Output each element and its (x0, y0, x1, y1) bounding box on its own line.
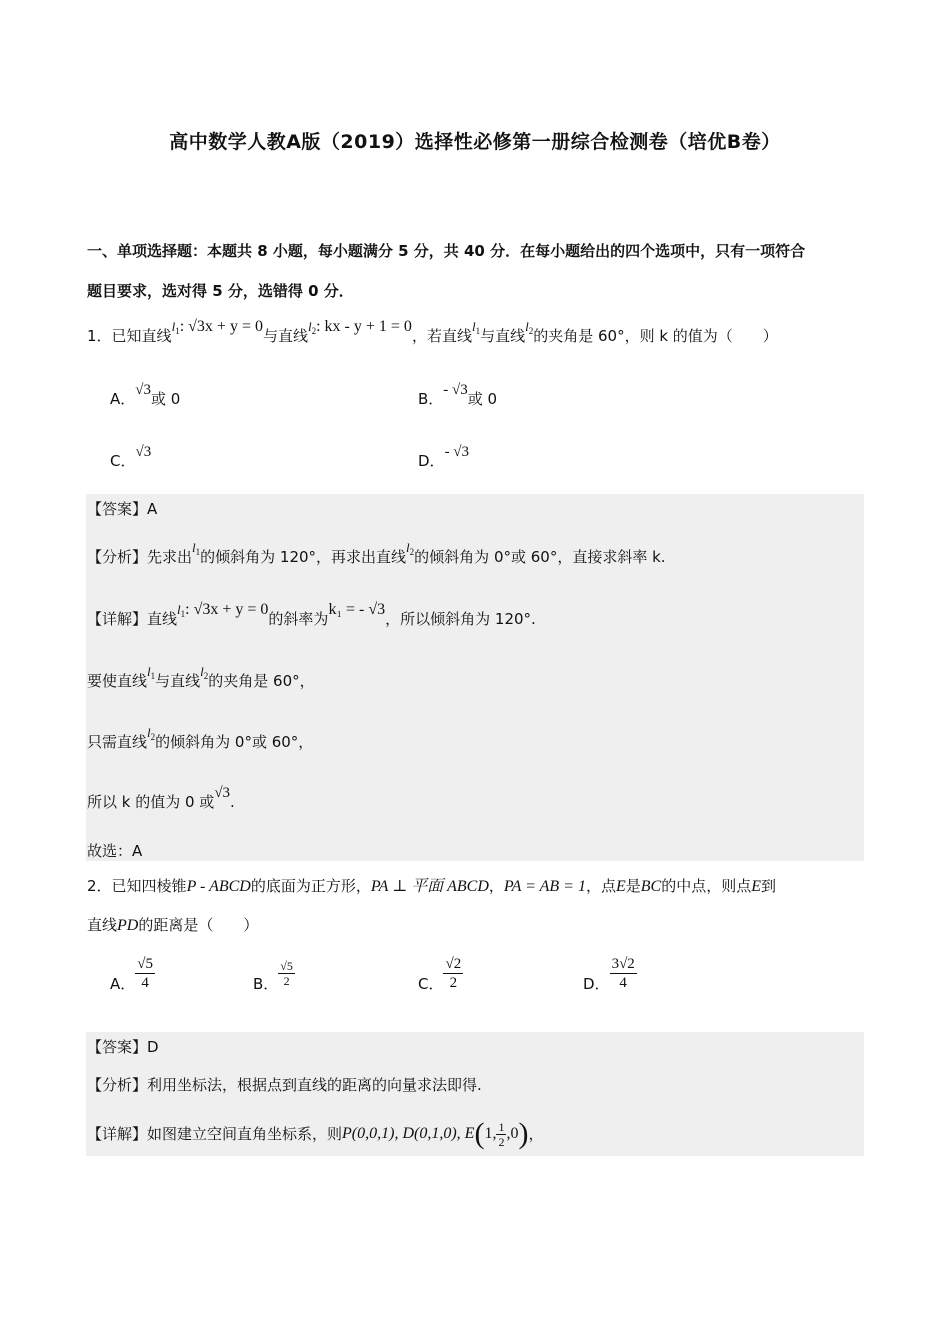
option-label: D． (418, 452, 445, 470)
question-2-stem-line1: 2．已知四棱锥P - ABCD的底面为正方形，PA ⊥ 平面 ABCD，PA = AB = 1，点E是BC的中点，则点E到 (87, 877, 777, 895)
l2-symbol: $l_2$ (200, 664, 209, 681)
length-condition: PA = AB = 1 (503, 878, 586, 895)
option-label: A． (110, 975, 136, 993)
q2-analysis: 【分析】利用坐标法，根据点到直线的距离的向量求法即得. (87, 1076, 482, 1094)
fraction-denominator: 2 (449, 974, 458, 991)
stem-text: ，点 (585, 877, 616, 895)
stem-text: 与直线 (480, 327, 526, 345)
point-e: E (751, 878, 762, 895)
pyramid-symbol: P - ABCD (186, 878, 251, 895)
analysis-text: 的倾斜角为 120°，再求出直线 (200, 548, 407, 566)
option-fraction (278, 959, 295, 988)
question-number: 2． (87, 877, 112, 895)
analysis-text: 【分析】先求出 (87, 548, 193, 566)
option-math: √3 (135, 444, 152, 460)
stem-text: 已知四棱锥 (111, 877, 187, 895)
stem-text: 的中点，则点 (661, 877, 752, 895)
detail-text: 与直线 (155, 672, 201, 690)
option-label: D． (583, 975, 610, 993)
q1-line-a (87, 664, 315, 697)
stem-text: 的底面为正方形， (250, 877, 371, 895)
detail-text: ， (528, 1125, 544, 1143)
option-math: - √3 (444, 444, 470, 460)
l1-equation: : √3x + y = 0 (179, 318, 263, 335)
detail-text: 只需直线 (87, 733, 148, 751)
coordinate-part: 1, (484, 1125, 497, 1142)
question-number: 1． (87, 327, 112, 345)
l2-equation: : kx - y + 1 = 0 (316, 318, 412, 335)
stem-text: 的夹角是 60°，则 k 的值为（ ） (533, 327, 778, 345)
section-heading-line1: 一、单项选择题：本题共 8 小题，每小题满分 5 分，共 40 分．在每小题给出的四个选项中，只有一项符合 (87, 242, 806, 260)
l1-symbol: $l_1$ (471, 319, 481, 336)
l1-equation: : √3x + y = 0 (185, 601, 269, 618)
option-suffix: 或 0 (467, 390, 498, 408)
stem-text: 直线 (87, 916, 118, 934)
point-e: E (615, 878, 626, 895)
sqrt3-value: √3 (214, 785, 231, 801)
q1-line-b (87, 725, 314, 758)
fraction-denominator: 4 (141, 974, 149, 991)
coordinate-fraction (496, 1120, 506, 1149)
perpendicular-condition: PA ⊥ 平面 ABCD (370, 878, 489, 895)
fraction-numerator: 3√2 (611, 955, 635, 972)
option-label: B． (253, 975, 279, 993)
option-label: C． (418, 975, 444, 993)
option-suffix: 或 0 (151, 390, 181, 408)
option-math: - √3 (443, 382, 468, 398)
l1-symbol: $l_1$ (192, 540, 201, 557)
math-l1: $l_1$: √3x + y = 0 (171, 318, 263, 336)
fraction-numerator: √5 (280, 958, 293, 973)
q1-answer: 【答案】A (87, 500, 158, 518)
q1-choice: 故选：A (87, 842, 143, 860)
fraction-numerator: 1 (498, 1119, 505, 1134)
stem-text: ，若直线 (411, 327, 472, 345)
page-title: 高中数学人教A版（2019）选择性必修第一册综合检测卷（培优B卷） (169, 131, 781, 153)
fraction-denominator: 2 (283, 973, 290, 988)
fraction-numerator: √5 (137, 955, 153, 972)
q2-option-a[interactable] (110, 950, 155, 996)
q1-detail (87, 601, 536, 635)
section-heading-line2: 题目要求，选对得 5 分，选错得 0 分． (87, 282, 354, 300)
question-1-stem (87, 318, 778, 352)
option-label: B． (418, 390, 444, 408)
fraction-denominator: 2 (498, 1134, 505, 1149)
q1-line-c (87, 785, 235, 814)
option-fraction (443, 955, 463, 992)
detail-text: 要使直线 (87, 672, 148, 690)
line-pd: PD (117, 917, 139, 934)
math-l2: $l_2$: kx - y + 1 = 0 (307, 318, 412, 336)
fraction-denominator: 4 (619, 974, 627, 991)
detail-text: 所以 k 的值为 0 或 (87, 793, 215, 811)
detail-text: ，所以倾斜角为 120°. (385, 610, 536, 628)
q2-detail (87, 1116, 543, 1152)
stem-text: 已知直线 (111, 327, 172, 345)
paren-open: ( (474, 1117, 485, 1150)
l2-symbol: $l_2$ (147, 725, 156, 742)
option-fraction (610, 955, 637, 992)
stem-text: 是 (625, 877, 641, 895)
option-label: A． (110, 390, 136, 408)
q2-option-d[interactable] (583, 950, 637, 996)
detail-text: 的斜率为 (268, 610, 329, 628)
option-label: C． (110, 452, 136, 470)
option-a[interactable] (110, 382, 181, 411)
option-d[interactable] (418, 444, 470, 473)
l2-symbol: $l_2$ (525, 319, 534, 336)
l2-symbol: $l_2$ (406, 540, 415, 557)
detail-text: 的夹角是 60°， (208, 672, 315, 690)
q2-answer: 【答案】D (87, 1038, 159, 1056)
detail-text: 的倾斜角为 0°或 60°， (155, 733, 314, 751)
option-b[interactable] (418, 382, 498, 411)
detail-text: 【详解】如图建立空间直角坐标系，则 (87, 1125, 343, 1143)
paren-close: ) (518, 1117, 529, 1150)
l1-symbol: $l_1$ (147, 664, 156, 681)
option-math: √3 (135, 382, 151, 398)
q1-analysis (87, 540, 666, 573)
option-c[interactable] (110, 444, 152, 473)
coordinate-part: ,0 (506, 1125, 519, 1142)
slope-k1: k₁ = - √3 (328, 601, 386, 618)
q2-option-c[interactable] (418, 950, 463, 996)
q2-option-b[interactable] (253, 950, 295, 996)
stem-text: 到 (761, 877, 777, 895)
detail-text: . (230, 793, 235, 811)
segment-bc: BC (640, 878, 662, 895)
math-l1: $l_1$: √3x + y = 0 (177, 601, 269, 619)
stem-text: 与直线 (262, 327, 308, 345)
coordinates: P(0,0,1), D(0,1,0), E (342, 1125, 475, 1142)
analysis-text: 的倾斜角为 0°或 60°，直接求斜率 k. (414, 548, 666, 566)
question-2-stem-line2 (87, 914, 258, 937)
detail-text: 【详解】直线 (87, 610, 178, 628)
stem-text: 的距离是（ ） (138, 916, 259, 934)
option-fraction (135, 955, 155, 992)
fraction-numerator: √2 (445, 955, 462, 972)
